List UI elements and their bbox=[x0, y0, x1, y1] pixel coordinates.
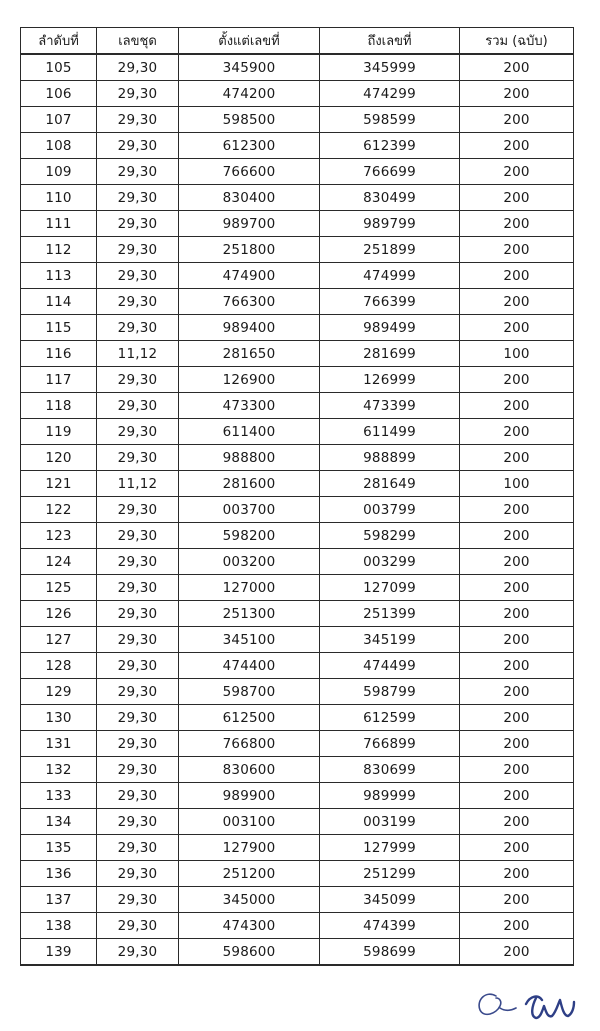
cell-order-number: 132 bbox=[21, 757, 97, 783]
cell-order-number: 115 bbox=[21, 315, 97, 341]
cell-total-copies: 200 bbox=[460, 939, 574, 966]
cell-order-number: 109 bbox=[21, 159, 97, 185]
cell-from-number: 126900 bbox=[179, 367, 320, 393]
cell-total-copies: 100 bbox=[460, 341, 574, 367]
cell-total-copies: 200 bbox=[460, 783, 574, 809]
cell-order-number: 112 bbox=[21, 237, 97, 263]
cell-total-copies: 200 bbox=[460, 81, 574, 107]
table-row bbox=[21, 939, 574, 966]
cell-order-number: 129 bbox=[21, 679, 97, 705]
table-row bbox=[21, 913, 574, 939]
cell-set-number: 29,30 bbox=[97, 185, 179, 211]
cell-set-number: 29,30 bbox=[97, 653, 179, 679]
cell-order-number: 138 bbox=[21, 913, 97, 939]
table-row bbox=[21, 497, 574, 523]
cell-from-number: 281600 bbox=[179, 471, 320, 497]
cell-from-number: 989900 bbox=[179, 783, 320, 809]
cell-total-copies: 200 bbox=[460, 913, 574, 939]
cell-set-number: 29,30 bbox=[97, 81, 179, 107]
cell-to-number: 003299 bbox=[320, 549, 460, 575]
cell-from-number: 345100 bbox=[179, 627, 320, 653]
cell-from-number: 003100 bbox=[179, 809, 320, 835]
cell-from-number: 830600 bbox=[179, 757, 320, 783]
cell-order-number: 117 bbox=[21, 367, 97, 393]
cell-from-number: 473300 bbox=[179, 393, 320, 419]
cell-total-copies: 200 bbox=[460, 54, 574, 81]
cell-from-number: 766800 bbox=[179, 731, 320, 757]
cell-from-number: 598200 bbox=[179, 523, 320, 549]
table-row bbox=[21, 601, 574, 627]
table-row bbox=[21, 679, 574, 705]
cell-from-number: 598700 bbox=[179, 679, 320, 705]
cell-from-number: 003200 bbox=[179, 549, 320, 575]
table-row bbox=[21, 731, 574, 757]
table-row bbox=[21, 549, 574, 575]
header-total-copies: รวม (ฉบับ) bbox=[460, 28, 574, 55]
cell-set-number: 29,30 bbox=[97, 133, 179, 159]
cell-to-number: 766899 bbox=[320, 731, 460, 757]
cell-total-copies: 200 bbox=[460, 367, 574, 393]
cell-total-copies: 200 bbox=[460, 887, 574, 913]
cell-set-number: 29,30 bbox=[97, 731, 179, 757]
table-row bbox=[21, 211, 574, 237]
cell-to-number: 473399 bbox=[320, 393, 460, 419]
cell-set-number: 29,30 bbox=[97, 523, 179, 549]
cell-from-number: 474200 bbox=[179, 81, 320, 107]
cell-from-number: 281650 bbox=[179, 341, 320, 367]
cell-set-number: 29,30 bbox=[97, 783, 179, 809]
cell-from-number: 474900 bbox=[179, 263, 320, 289]
cell-order-number: 137 bbox=[21, 887, 97, 913]
cell-from-number: 251200 bbox=[179, 861, 320, 887]
cell-total-copies: 200 bbox=[460, 315, 574, 341]
cell-to-number: 612399 bbox=[320, 133, 460, 159]
cell-set-number: 29,30 bbox=[97, 315, 179, 341]
cell-order-number: 119 bbox=[21, 419, 97, 445]
cell-set-number: 29,30 bbox=[97, 809, 179, 835]
cell-from-number: 474400 bbox=[179, 653, 320, 679]
cell-order-number: 116 bbox=[21, 341, 97, 367]
table-row bbox=[21, 419, 574, 445]
cell-order-number: 105 bbox=[21, 54, 97, 81]
cell-set-number: 29,30 bbox=[97, 861, 179, 887]
cell-total-copies: 200 bbox=[460, 445, 574, 471]
cell-set-number: 29,30 bbox=[97, 757, 179, 783]
cell-to-number: 988899 bbox=[320, 445, 460, 471]
cell-order-number: 111 bbox=[21, 211, 97, 237]
table-row bbox=[21, 289, 574, 315]
cell-total-copies: 200 bbox=[460, 263, 574, 289]
cell-to-number: 127999 bbox=[320, 835, 460, 861]
cell-to-number: 598299 bbox=[320, 523, 460, 549]
lottery-ticket-table bbox=[20, 27, 574, 966]
cell-from-number: 611400 bbox=[179, 419, 320, 445]
cell-from-number: 988800 bbox=[179, 445, 320, 471]
cell-from-number: 127000 bbox=[179, 575, 320, 601]
table-row bbox=[21, 81, 574, 107]
cell-set-number: 29,30 bbox=[97, 601, 179, 627]
cell-to-number: 830699 bbox=[320, 757, 460, 783]
table-row bbox=[21, 393, 574, 419]
table-row bbox=[21, 705, 574, 731]
cell-from-number: 251300 bbox=[179, 601, 320, 627]
cell-from-number: 766600 bbox=[179, 159, 320, 185]
cell-from-number: 612500 bbox=[179, 705, 320, 731]
table-row bbox=[21, 185, 574, 211]
cell-total-copies: 200 bbox=[460, 601, 574, 627]
cell-total-copies: 200 bbox=[460, 757, 574, 783]
cell-order-number: 120 bbox=[21, 445, 97, 471]
cell-order-number: 134 bbox=[21, 809, 97, 835]
cell-to-number: 989499 bbox=[320, 315, 460, 341]
table-row bbox=[21, 653, 574, 679]
handwritten-signature-icon bbox=[470, 982, 590, 1024]
cell-set-number: 29,30 bbox=[97, 54, 179, 81]
cell-to-number: 281699 bbox=[320, 341, 460, 367]
table-row bbox=[21, 341, 574, 367]
cell-set-number: 29,30 bbox=[97, 497, 179, 523]
cell-to-number: 766399 bbox=[320, 289, 460, 315]
table-row bbox=[21, 783, 574, 809]
cell-order-number: 122 bbox=[21, 497, 97, 523]
cell-order-number: 110 bbox=[21, 185, 97, 211]
cell-to-number: 598799 bbox=[320, 679, 460, 705]
cell-order-number: 125 bbox=[21, 575, 97, 601]
cell-from-number: 989400 bbox=[179, 315, 320, 341]
header-from-number: ตั้งแต่เลขที่ bbox=[179, 28, 320, 55]
cell-to-number: 598599 bbox=[320, 107, 460, 133]
cell-order-number: 123 bbox=[21, 523, 97, 549]
cell-order-number: 128 bbox=[21, 653, 97, 679]
cell-from-number: 830400 bbox=[179, 185, 320, 211]
cell-from-number: 989700 bbox=[179, 211, 320, 237]
cell-set-number: 29,30 bbox=[97, 159, 179, 185]
cell-order-number: 136 bbox=[21, 861, 97, 887]
cell-total-copies: 200 bbox=[460, 159, 574, 185]
cell-order-number: 106 bbox=[21, 81, 97, 107]
cell-total-copies: 200 bbox=[460, 679, 574, 705]
cell-total-copies: 200 bbox=[460, 809, 574, 835]
cell-to-number: 003799 bbox=[320, 497, 460, 523]
header-to-number: ถึงเลขที่ bbox=[320, 28, 460, 55]
cell-order-number: 114 bbox=[21, 289, 97, 315]
cell-total-copies: 200 bbox=[460, 133, 574, 159]
cell-from-number: 598600 bbox=[179, 939, 320, 966]
cell-to-number: 003199 bbox=[320, 809, 460, 835]
table-row bbox=[21, 367, 574, 393]
table-row bbox=[21, 757, 574, 783]
cell-to-number: 474299 bbox=[320, 81, 460, 107]
cell-set-number: 29,30 bbox=[97, 107, 179, 133]
cell-set-number: 29,30 bbox=[97, 627, 179, 653]
cell-to-number: 345999 bbox=[320, 54, 460, 81]
cell-to-number: 474999 bbox=[320, 263, 460, 289]
cell-order-number: 139 bbox=[21, 939, 97, 966]
table-row bbox=[21, 471, 574, 497]
cell-order-number: 124 bbox=[21, 549, 97, 575]
cell-total-copies: 100 bbox=[460, 471, 574, 497]
cell-to-number: 598699 bbox=[320, 939, 460, 966]
cell-total-copies: 200 bbox=[460, 107, 574, 133]
cell-to-number: 281649 bbox=[320, 471, 460, 497]
cell-set-number: 11,12 bbox=[97, 341, 179, 367]
cell-set-number: 29,30 bbox=[97, 289, 179, 315]
cell-total-copies: 200 bbox=[460, 653, 574, 679]
table-row bbox=[21, 315, 574, 341]
cell-total-copies: 200 bbox=[460, 393, 574, 419]
cell-to-number: 989799 bbox=[320, 211, 460, 237]
cell-set-number: 29,30 bbox=[97, 575, 179, 601]
table-body bbox=[21, 54, 574, 965]
table-row bbox=[21, 263, 574, 289]
cell-to-number: 989999 bbox=[320, 783, 460, 809]
cell-order-number: 133 bbox=[21, 783, 97, 809]
cell-order-number: 131 bbox=[21, 731, 97, 757]
cell-set-number: 29,30 bbox=[97, 263, 179, 289]
cell-to-number: 474499 bbox=[320, 653, 460, 679]
cell-from-number: 598500 bbox=[179, 107, 320, 133]
cell-from-number: 474300 bbox=[179, 913, 320, 939]
cell-order-number: 126 bbox=[21, 601, 97, 627]
cell-to-number: 251299 bbox=[320, 861, 460, 887]
table-row bbox=[21, 54, 574, 81]
cell-set-number: 29,30 bbox=[97, 679, 179, 705]
cell-total-copies: 200 bbox=[460, 627, 574, 653]
cell-total-copies: 200 bbox=[460, 211, 574, 237]
table-row bbox=[21, 809, 574, 835]
table-row bbox=[21, 575, 574, 601]
table-row bbox=[21, 835, 574, 861]
cell-set-number: 11,12 bbox=[97, 471, 179, 497]
cell-from-number: 766300 bbox=[179, 289, 320, 315]
cell-from-number: 345900 bbox=[179, 54, 320, 81]
cell-to-number: 127099 bbox=[320, 575, 460, 601]
cell-order-number: 135 bbox=[21, 835, 97, 861]
cell-set-number: 29,30 bbox=[97, 419, 179, 445]
cell-from-number: 345000 bbox=[179, 887, 320, 913]
cell-order-number: 108 bbox=[21, 133, 97, 159]
table-row bbox=[21, 627, 574, 653]
cell-set-number: 29,30 bbox=[97, 237, 179, 263]
cell-to-number: 126999 bbox=[320, 367, 460, 393]
cell-total-copies: 200 bbox=[460, 419, 574, 445]
cell-set-number: 29,30 bbox=[97, 367, 179, 393]
cell-to-number: 345199 bbox=[320, 627, 460, 653]
cell-total-copies: 200 bbox=[460, 497, 574, 523]
cell-set-number: 29,30 bbox=[97, 549, 179, 575]
table-row bbox=[21, 887, 574, 913]
table-row bbox=[21, 523, 574, 549]
cell-to-number: 830499 bbox=[320, 185, 460, 211]
cell-to-number: 474399 bbox=[320, 913, 460, 939]
table-row bbox=[21, 237, 574, 263]
cell-total-copies: 200 bbox=[460, 705, 574, 731]
header-order-number: ลำดับที่ bbox=[21, 28, 97, 55]
table-row bbox=[21, 107, 574, 133]
cell-set-number: 29,30 bbox=[97, 705, 179, 731]
cell-from-number: 003700 bbox=[179, 497, 320, 523]
cell-to-number: 611499 bbox=[320, 419, 460, 445]
cell-from-number: 127900 bbox=[179, 835, 320, 861]
table-row bbox=[21, 445, 574, 471]
cell-total-copies: 200 bbox=[460, 575, 574, 601]
cell-set-number: 29,30 bbox=[97, 887, 179, 913]
cell-order-number: 113 bbox=[21, 263, 97, 289]
cell-total-copies: 200 bbox=[460, 861, 574, 887]
cell-set-number: 29,30 bbox=[97, 939, 179, 966]
cell-total-copies: 200 bbox=[460, 185, 574, 211]
cell-total-copies: 200 bbox=[460, 237, 574, 263]
cell-total-copies: 200 bbox=[460, 835, 574, 861]
header-set-number: เลขชุด bbox=[97, 28, 179, 55]
table-header-row bbox=[21, 28, 574, 55]
cell-set-number: 29,30 bbox=[97, 835, 179, 861]
cell-total-copies: 200 bbox=[460, 289, 574, 315]
cell-set-number: 29,30 bbox=[97, 445, 179, 471]
cell-to-number: 251899 bbox=[320, 237, 460, 263]
cell-order-number: 127 bbox=[21, 627, 97, 653]
cell-order-number: 118 bbox=[21, 393, 97, 419]
cell-to-number: 766699 bbox=[320, 159, 460, 185]
table-row bbox=[21, 133, 574, 159]
cell-order-number: 130 bbox=[21, 705, 97, 731]
cell-total-copies: 200 bbox=[460, 731, 574, 757]
cell-set-number: 29,30 bbox=[97, 913, 179, 939]
cell-to-number: 251399 bbox=[320, 601, 460, 627]
cell-to-number: 345099 bbox=[320, 887, 460, 913]
cell-from-number: 251800 bbox=[179, 237, 320, 263]
cell-order-number: 121 bbox=[21, 471, 97, 497]
cell-set-number: 29,30 bbox=[97, 393, 179, 419]
cell-total-copies: 200 bbox=[460, 549, 574, 575]
cell-order-number: 107 bbox=[21, 107, 97, 133]
table-row bbox=[21, 861, 574, 887]
cell-to-number: 612599 bbox=[320, 705, 460, 731]
table-row bbox=[21, 159, 574, 185]
cell-from-number: 612300 bbox=[179, 133, 320, 159]
cell-total-copies: 200 bbox=[460, 523, 574, 549]
cell-set-number: 29,30 bbox=[97, 211, 179, 237]
